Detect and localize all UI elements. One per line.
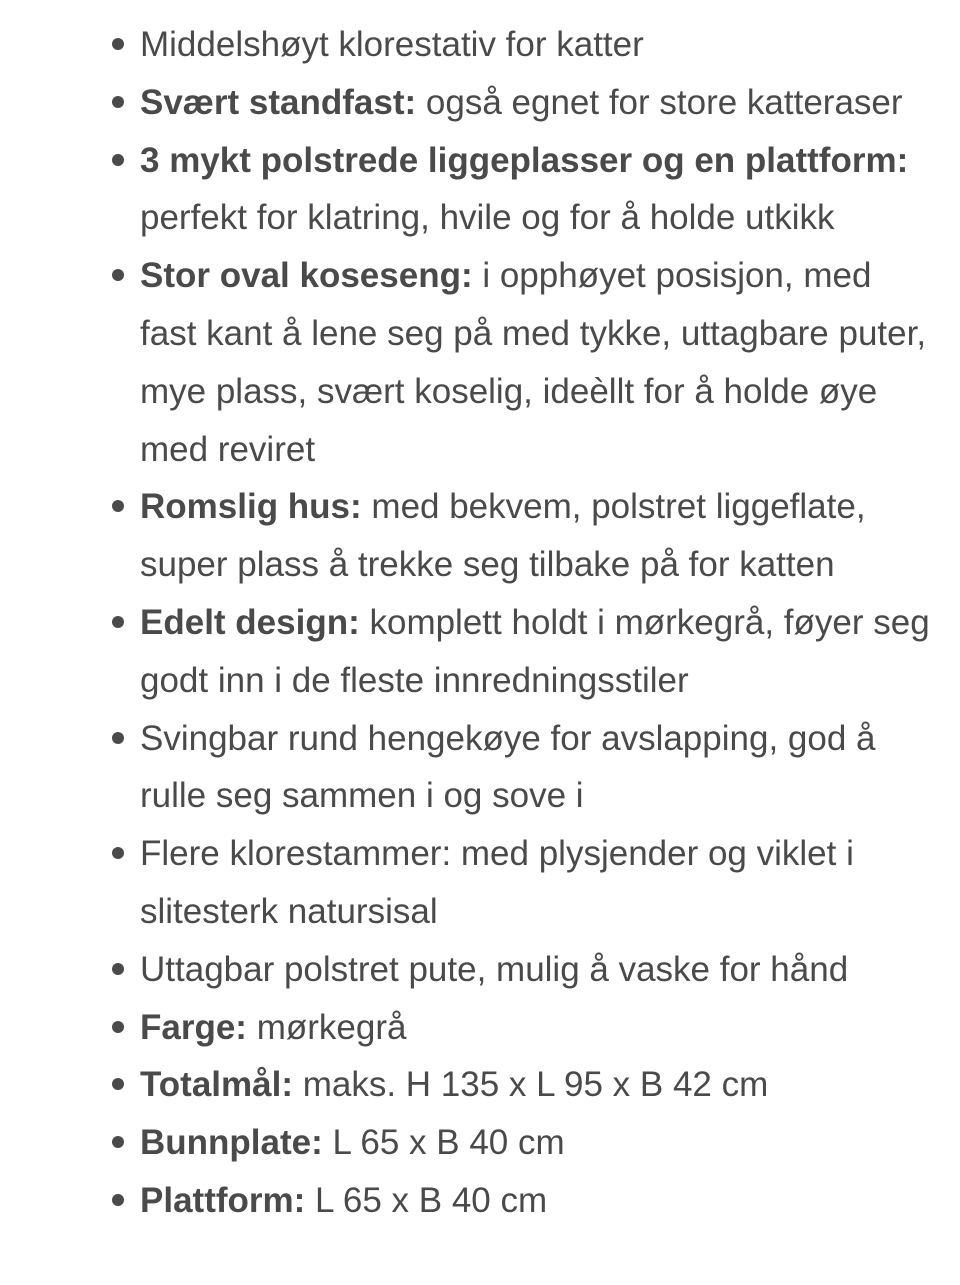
- feature-list: [0, 16, 960, 1230]
- bullet-icon: [112, 38, 124, 50]
- bullet-icon: [112, 1136, 124, 1148]
- bullet-icon: [112, 96, 124, 108]
- bullet-icon: [112, 732, 124, 744]
- item-lead: Romslig hus:: [140, 487, 362, 527]
- list-item: [0, 999, 960, 1057]
- item-text: L 65 x B 40 cm: [305, 1180, 548, 1220]
- bullet-icon: [112, 269, 124, 281]
- list-item: [0, 825, 960, 941]
- item-text: L 65 x B 40 cm: [322, 1123, 565, 1163]
- list-item: [0, 1114, 960, 1172]
- item-text: maks. H 135 x L 95 x B 42 cm: [292, 1065, 769, 1105]
- item-lead: Stor oval koseseng:: [140, 256, 473, 296]
- item-text: i opphøyet posisjon, med fast kant å lene seg på med tykke, uttagbare puter, mye plass, svært koselig, ideèllt for å holde øye med reviret: [140, 256, 927, 469]
- item-text: med bekvem, polstret liggeflate, super plass å trekke seg tilbake på for katten: [140, 487, 866, 585]
- bullet-icon: [112, 500, 124, 512]
- list-item: [0, 132, 960, 248]
- item-text: Flere klorestammer: med plysjender og viklet i slitesterk natursisal: [140, 834, 854, 931]
- item-lead: Plattform:: [140, 1180, 306, 1220]
- item-text: komplett holdt i mørkegrå, føyer seg godt inn i de fleste innredningsstiler: [140, 602, 930, 700]
- list-item: [0, 941, 960, 999]
- item-lead: 3 mykt polstrede liggeplasser og en plattform:: [140, 140, 909, 180]
- list-item: [0, 710, 960, 826]
- item-lead: Farge:: [140, 1007, 247, 1047]
- list-item: [0, 247, 960, 478]
- item-text: Middelshøyt klorestativ for katter: [140, 25, 644, 64]
- item-text: Svingbar rund hengekøye for avslapping, god å rulle seg sammen i og sove i: [140, 718, 876, 816]
- list-item: [0, 1172, 960, 1230]
- bullet-icon: [112, 847, 124, 859]
- item-lead: Svært standfast:: [140, 82, 417, 122]
- item-lead: Totalmål:: [140, 1065, 293, 1105]
- list-item: [0, 1056, 960, 1114]
- item-lead: Bunnplate:: [140, 1123, 323, 1163]
- bullet-icon: [112, 963, 124, 975]
- list-item: [0, 594, 960, 710]
- bullet-icon: [112, 1078, 124, 1090]
- bullet-icon: [112, 1194, 124, 1206]
- bullet-icon: [112, 154, 124, 166]
- bullet-icon: [112, 616, 124, 628]
- list-item: [0, 16, 960, 74]
- item-text: også egnet for store katteraser: [416, 82, 903, 122]
- item-text: Uttagbar polstret pute, mulig å vaske for hånd: [140, 949, 849, 989]
- list-item: [0, 478, 960, 594]
- bullet-icon: [112, 1021, 124, 1033]
- list-item: [0, 74, 960, 132]
- item-lead: Edelt design:: [140, 602, 360, 642]
- item-text: perfekt for klatring, hvile og for å holde utkikk: [140, 198, 835, 238]
- item-text: mørkegrå: [246, 1007, 407, 1047]
